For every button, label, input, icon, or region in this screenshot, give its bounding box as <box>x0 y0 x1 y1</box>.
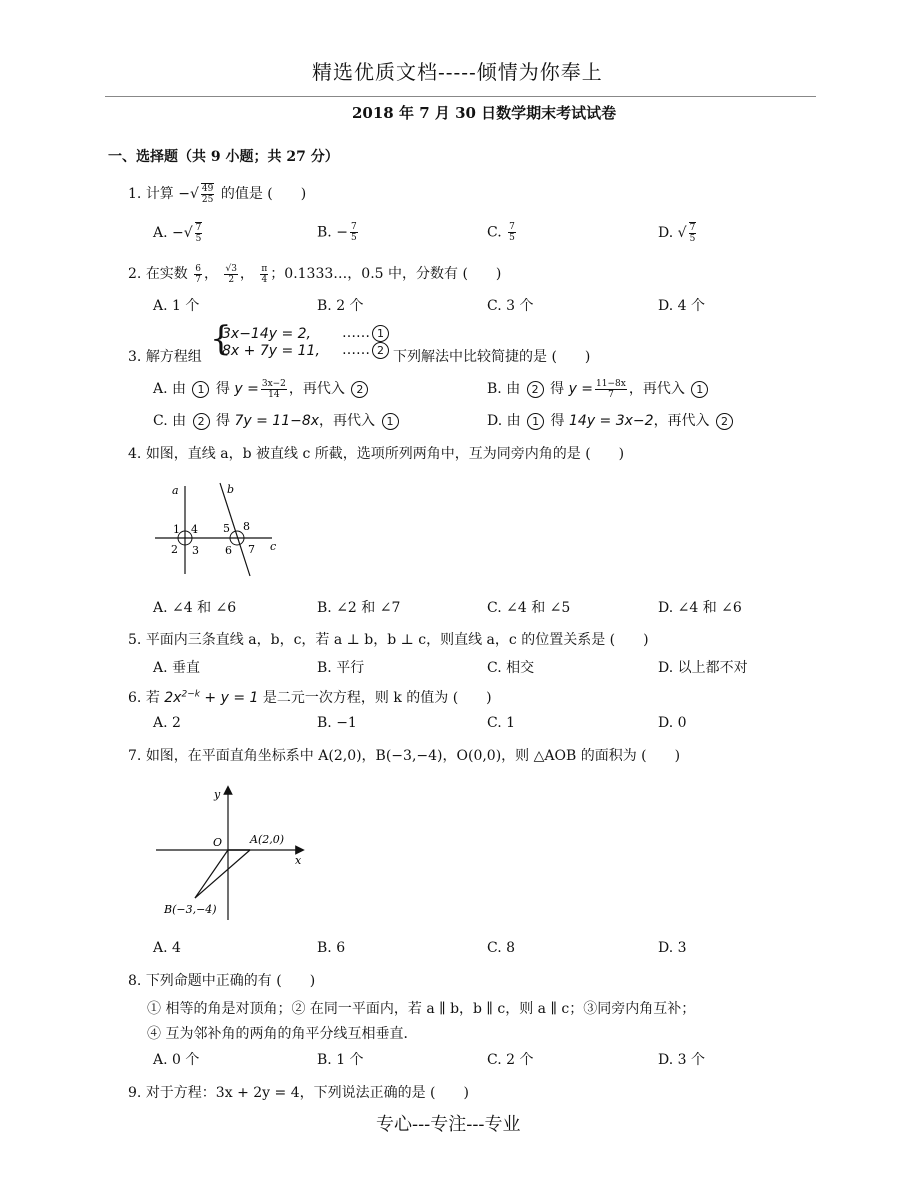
q6-option-c[interactable]: C. 1 <box>487 715 516 731</box>
question-9: 9. 对于方程：3x + 2y = 4，下列说法正确的是 ( ) <box>128 1085 469 1101</box>
q2-option-b[interactable]: B. 2 个 <box>317 298 364 314</box>
angle-1: 1 <box>173 523 180 536</box>
question-3-label: 3. 解方程组 <box>128 349 202 365</box>
coordinate-figure <box>150 780 315 925</box>
y-label: y <box>214 788 221 801</box>
q8-option-a[interactable]: A. 0 个 <box>153 1052 200 1068</box>
point-b-label: B(−3,−4) <box>164 903 217 916</box>
question-7: 7. 如图，在平面直角坐标系中 A(2,0)，B(−3,−4)，O(0,0)，则 △AOB 的面积为 ( ) <box>128 748 681 764</box>
q6-option-b[interactable]: B. −1 <box>317 715 357 731</box>
label-a: a <box>172 484 179 497</box>
q1-option-a[interactable]: A. −√ $\frac{7}{5}$ <box>153 223 202 244</box>
document-footer: 专心---专注---专业 <box>376 1114 521 1135</box>
q3-option-a[interactable]: A. 由 1 得 y = $\frac{3x-2}{14}$ ，再代入 2 <box>153 378 370 400</box>
sqrt-symbol: √ $\frac{49}{25}$ <box>190 184 214 205</box>
q8-statement-line-1: ① 相等的角是对顶角；② 在同一平面内，若 a ∥ b，b ∥ c，则 a ∥ c；③同旁内角互补； <box>147 1001 696 1017</box>
question-8: 8. 下列命题中正确的有 ( ) <box>128 973 316 989</box>
q7-option-d[interactable]: D. 3 <box>658 940 687 956</box>
point-a-label: A(2,0) <box>250 833 285 846</box>
angle-2: 2 <box>171 543 178 556</box>
angle-3: 3 <box>192 544 199 557</box>
q2-option-d[interactable]: D. 4 个 <box>658 298 705 314</box>
q1-option-c[interactable]: C. $\frac{7}{5}$ <box>487 222 515 243</box>
q3-option-b[interactable]: B. 由 2 得 y = $\frac{11-8x}{7}$ ，再代入 1 <box>487 378 710 400</box>
question-6: 6. 若 $2x^{2-k} + y = 1$ 是二元一次方程，则 k 的值为 ( ) <box>128 689 492 706</box>
equation-1: 3x−14y = 2, <box>222 326 312 342</box>
q7-option-a[interactable]: A. 4 <box>153 940 181 956</box>
origin-label: O <box>213 836 223 849</box>
angle-8: 8 <box>243 520 250 533</box>
angle-6: 6 <box>225 544 232 557</box>
label-c: c <box>270 540 277 553</box>
q4-option-c[interactable]: C. ∠4 和 ∠5 <box>487 600 571 616</box>
q5-option-c[interactable]: C. 相交 <box>487 660 535 676</box>
question-1: 1. 计算 −√ $\frac{49}{25}$ 的值是 ( ) <box>128 184 307 205</box>
q6-option-d[interactable]: D. 0 <box>658 715 687 731</box>
angle-4: 4 <box>191 523 198 536</box>
label-b: b <box>227 483 235 496</box>
q8-option-c[interactable]: C. 2 个 <box>487 1052 534 1068</box>
q6-option-a[interactable]: A. 2 <box>153 715 181 731</box>
equation-brace: { <box>210 319 232 359</box>
q3-option-c[interactable]: C. 由 2 得 7y = 11−8x，再代入 1 <box>153 410 401 430</box>
q8-statement-line-2: ④ 互为邻补角的两角的角平分线互相垂直． <box>147 1026 418 1042</box>
transversal-figure <box>150 478 290 583</box>
x-label: x <box>295 854 302 867</box>
equation-2: 8x + 7y = 11, <box>222 343 320 359</box>
q5-option-b[interactable]: B. 平行 <box>317 660 365 676</box>
equation-1-marker: …… 1 <box>342 325 391 342</box>
q1-option-b[interactable]: B. − $\frac{7}{5}$ <box>317 222 357 243</box>
header-rule <box>105 96 816 97</box>
q4-option-d[interactable]: D. ∠4 和 ∠6 <box>658 600 742 616</box>
question-4: 4. 如图，直线 a，b 被直线 c 所截，选项所列两角中，互为同旁内角的是 ( ) <box>128 446 625 462</box>
q3-option-d[interactable]: D. 由 1 得 14y = 3x−2，再代入 2 <box>487 410 735 430</box>
q5-option-d[interactable]: D. 以上都不对 <box>658 660 748 676</box>
q7-option-b[interactable]: B. 6 <box>317 940 346 956</box>
q5-option-a[interactable]: A. 垂直 <box>153 660 201 676</box>
document-header: 精选优质文档-----倾情为你奉上 <box>312 60 603 84</box>
q2-option-a[interactable]: A. 1 个 <box>153 298 200 314</box>
question-2: 2. 在实数 $\frac{6}{7}$ ， $\frac{√3}{2}$ ， $\frac{\pi}{4}$ ；0.1333…，0.5 中，分数有 ( ) <box>128 263 502 285</box>
q4-option-a[interactable]: A. ∠4 和 ∠6 <box>153 600 237 616</box>
q2-option-c[interactable]: C. 3 个 <box>487 298 534 314</box>
page-title: 2018 年 7 月 30 日数学期末考试试卷 <box>352 104 617 122</box>
q4-option-b[interactable]: B. ∠2 和 ∠7 <box>317 600 401 616</box>
question-3-text: 下列解法中比较简捷的是 ( ) <box>393 349 591 365</box>
q8-option-b[interactable]: B. 1 个 <box>317 1052 364 1068</box>
q1-option-d[interactable]: D. √ $\frac{7}{5}$ <box>658 223 696 244</box>
angle-7: 7 <box>248 543 255 556</box>
angle-5: 5 <box>223 522 230 535</box>
question-5: 5. 平面内三条直线 a，b，c，若 a ⊥ b，b ⊥ c，则直线 a，c 的位置关系是 ( ) <box>128 632 649 648</box>
section-heading: 一、选择题（共 9 小题；共 27 分） <box>108 149 339 165</box>
q7-option-c[interactable]: C. 8 <box>487 940 516 956</box>
equation-2-marker: …… 2 <box>342 342 391 359</box>
q8-option-d[interactable]: D. 3 个 <box>658 1052 705 1068</box>
